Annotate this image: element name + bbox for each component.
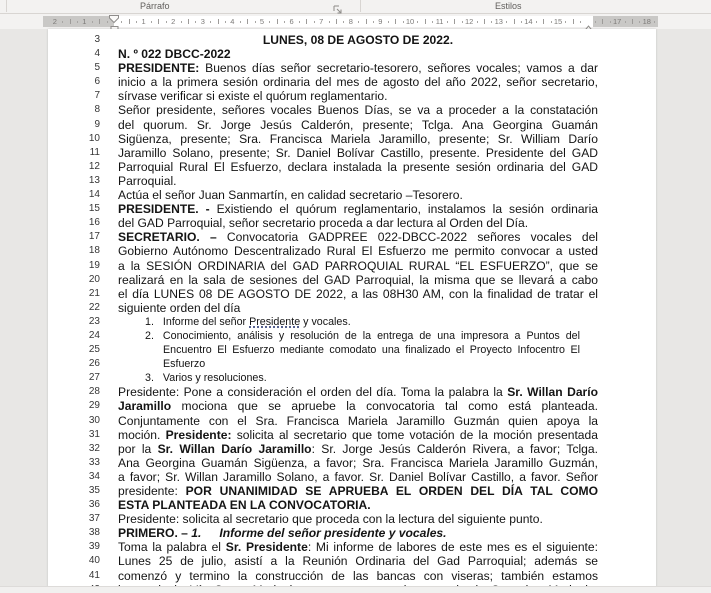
line-number: 13	[88, 174, 100, 186]
line-number: 10	[88, 132, 100, 144]
line-number: 28	[88, 386, 100, 398]
text-line[interactable]: sírvase verificar si existe el quórum reglamentario.	[118, 89, 388, 104]
ruler-number: 3	[200, 17, 205, 26]
line-number: 29	[88, 400, 100, 412]
ruler-half-tick	[277, 19, 278, 24]
document-line	[48, 569, 656, 583]
line-number: 21	[88, 287, 100, 299]
document-line	[48, 512, 656, 526]
text-line[interactable]: PRESIDENTE. - Existiendo el quórum reglamentario, instalamos la sesión ordinaria	[118, 202, 598, 217]
text-line[interactable]: Toma la palabra el Sr. Presidente: Mi informe de labores de este mes es el siguiente:	[118, 540, 598, 555]
ruler-number: 18	[642, 17, 651, 26]
ruler-number: 15	[553, 17, 563, 26]
line-number: 24	[88, 329, 100, 341]
line-number: 22	[88, 301, 100, 313]
text-line[interactable]: moción. Presidente: solicita al secretario que tome votación de la moción presentada	[118, 427, 598, 442]
document-line	[48, 188, 656, 202]
ruler-number: 1	[141, 17, 146, 26]
status-bar-edge	[0, 586, 711, 593]
document-line	[48, 329, 656, 343]
ruler-quarter-tick	[92, 21, 93, 23]
ruler-quarter-tick	[225, 21, 226, 23]
ruler-number: 13	[494, 17, 503, 26]
ruler-quarter-tick	[388, 21, 389, 23]
ruler-half-tick	[70, 19, 71, 24]
ruler-number: 14	[524, 17, 533, 26]
ruler-half-tick	[395, 19, 396, 24]
document-line	[48, 287, 656, 301]
line-number: 3	[94, 34, 100, 45]
ruler-number: 4	[230, 17, 235, 26]
line-number: 38	[88, 527, 100, 539]
ruler-number: 8	[348, 17, 353, 26]
text-line[interactable]: del GAD Parroquial, señor secretario proceda a dar lectura al Orden del Día.	[118, 216, 529, 231]
ruler-number: 6	[289, 17, 294, 26]
line-number: 40	[88, 555, 100, 567]
text-line[interactable]: el día LUNES 08 DE AGOSTO DE 2022, a las 08H30 AM, con la finalidad de tratar el	[118, 286, 598, 301]
document-page	[48, 29, 656, 593]
document-line	[48, 428, 656, 442]
document-line	[48, 118, 656, 132]
ruler-half-tick	[247, 19, 248, 24]
ruler-quarter-tick	[181, 21, 182, 23]
ruler-quarter-tick	[654, 21, 655, 23]
text-line[interactable]: PRIMERO. – 1. Informe del señor presidente y vocales.	[118, 526, 447, 541]
text-line[interactable]: a favor; Sr. Willan Jaramillo Solano, a favor. Sr. Daniel Bolívar Castillo, a favor. Señor	[118, 469, 598, 484]
ruler-half-tick	[129, 19, 130, 24]
document-line	[48, 132, 656, 146]
styles-group-label: Estilos	[495, 1, 522, 11]
ruler-quarter-tick	[595, 21, 596, 23]
ruler-quarter-tick	[417, 21, 418, 23]
line-number: 34	[88, 470, 100, 482]
document-line	[48, 540, 656, 554]
ruler-number: 2	[52, 17, 57, 26]
ruler-quarter-tick	[284, 21, 285, 23]
text-line[interactable]: Sigüenza, presente; Sra. Francisca Mariela Jaramillo, presente; Sr. William Darío	[118, 131, 598, 146]
text-line[interactable]: 1. Informe del señor Presidente y vocales.	[145, 315, 351, 328]
ruler-area	[0, 14, 711, 29]
ruler-quarter-tick	[506, 21, 507, 23]
text-line[interactable]: ESTA PLANTEADA EN LA CONVOCATORIA.	[118, 498, 371, 513]
ruler-half-tick	[218, 19, 219, 24]
ruler-quarter-tick	[462, 21, 463, 23]
ruler-quarter-tick	[299, 21, 300, 23]
document-line	[48, 498, 656, 512]
line-number: 5	[94, 62, 100, 74]
ruler-half-tick	[543, 19, 544, 24]
line-number: 11	[89, 146, 100, 158]
text-line[interactable]: Gobierno Autónomo Descentralizado Rural El Esfuerzo me permito convocar a usted	[118, 244, 598, 259]
document-line	[48, 61, 656, 75]
ruler-half-tick	[336, 19, 337, 24]
text-line[interactable]: N. º 022 DBCC-2022	[118, 47, 231, 62]
document-line	[48, 399, 656, 413]
ruler-quarter-tick	[136, 21, 137, 23]
ruler-quarter-tick	[536, 21, 537, 23]
ruler-half-tick	[454, 19, 455, 24]
line-number: 9	[94, 118, 100, 130]
text-line[interactable]: Lunes 25 de julio, asistí a la Reunión Ordinaria del Gad Parroquial; además se	[118, 554, 598, 569]
text-line[interactable]: por la Sr. Willan Darío Jaramillo: Sr. Jorge Jesús Calderón Rivera, a favor; Tclga.	[118, 441, 598, 456]
text-line[interactable]: Parroquial.	[118, 173, 177, 188]
ruler-number: 12	[465, 17, 474, 26]
text-line[interactable]: Señor presidente, señores vocales Buenos Días, se va a proceder a la constatación	[118, 103, 598, 118]
document-line	[48, 371, 656, 385]
document-line	[48, 202, 656, 216]
ruler-quarter-tick	[62, 21, 63, 23]
paragraph-dialog-launcher-icon[interactable]	[333, 2, 343, 12]
line-number: 23	[88, 315, 100, 327]
group-divider	[6, 0, 7, 12]
document-line	[48, 470, 656, 484]
text-line[interactable]: inicio a la primera sesión ordinaria del mes de agosto del año 2022, señor secretario,	[118, 75, 598, 90]
document-line	[48, 385, 656, 399]
ruler-quarter-tick	[447, 21, 448, 23]
document-line	[48, 301, 656, 315]
ruler-quarter-tick	[210, 21, 211, 23]
document-line	[48, 160, 656, 174]
ruler-quarter-tick	[610, 21, 611, 23]
ruler-quarter-tick	[565, 21, 566, 23]
line-number: 27	[88, 372, 100, 384]
ruler-quarter-tick	[240, 21, 241, 23]
line-number: 36	[88, 499, 100, 511]
ruler-number: 17	[613, 17, 622, 26]
line-number: 30	[88, 414, 100, 426]
document-line	[48, 216, 656, 230]
ruler-quarter-tick	[151, 21, 152, 23]
spellcheck-underlined-word: Presidente	[249, 315, 301, 328]
line-number: 41	[88, 569, 100, 581]
text-line[interactable]: Ana Georgina Guamán Sigüenza, a favor; Sra. Francisca Mariela Jaramillo Guzmán,	[118, 455, 598, 470]
text-line[interactable]: siguiente orden del día	[118, 300, 241, 315]
document-line	[48, 442, 656, 456]
ruler-quarter-tick	[314, 21, 315, 23]
text-line[interactable]: Jaramillo mociona que se apruebe la convocatoria tal como está planteada.	[118, 399, 598, 414]
document-line	[48, 103, 656, 117]
document-line	[48, 174, 656, 188]
document-line	[48, 343, 656, 357]
ruler-half-tick	[158, 19, 159, 24]
document-area	[0, 29, 711, 593]
document-line	[48, 526, 656, 540]
ruler-half-tick	[306, 19, 307, 24]
text-line[interactable]: Jaramillo Solano, presente; Sr. Daniel Bolívar Castillo, presente. Presidente del GAD	[118, 145, 598, 160]
text-line[interactable]: Encuentro El Esfuerzo mediante comodato una finalizado el Proyecto Infocentro El	[163, 344, 580, 357]
text-line[interactable]: Actúa el señor Juan Sanmartín, en calidad secretario –Tesorero.	[118, 188, 463, 203]
ruler-number: 7	[319, 17, 324, 26]
document-line	[48, 47, 656, 61]
text-line[interactable]: LUNES, 08 DE AGOSTO DE 2022.	[262, 33, 454, 47]
ruler-quarter-tick	[373, 21, 374, 23]
document-line	[48, 146, 656, 160]
line-number: 35	[88, 485, 100, 496]
ruler-quarter-tick	[195, 21, 196, 23]
ruler-number: 10	[405, 17, 415, 26]
document-line	[48, 244, 656, 258]
document-line	[48, 33, 656, 47]
ruler-quarter-tick	[403, 21, 404, 23]
ruler-quarter-tick	[477, 21, 478, 23]
line-number: 17	[88, 231, 100, 243]
group-divider	[360, 0, 361, 12]
ruler-half-tick	[99, 19, 100, 24]
document-line	[48, 315, 656, 329]
paragraph-group-label: Párrafo	[140, 1, 170, 11]
text-line[interactable]: 2. Conocimiento, análisis y resolución de la entrega de una impresora a Puntos del	[145, 329, 580, 342]
ruler-number: 11	[435, 17, 444, 26]
ruler-half-tick	[602, 19, 603, 24]
document-line	[48, 414, 656, 428]
text-line[interactable]: Conjuntamente con el Sra. Francisca Mariela Jaramillo Guzmán quien apoya la	[118, 413, 598, 428]
line-number: 16	[88, 217, 100, 229]
text-line[interactable]: presidente: POR UNANIMIDAD SE APRUEBA EL ORDEN DEL DÍA TAL COMO	[118, 484, 598, 498]
line-number: 12	[88, 160, 100, 172]
ruler-number: 1	[82, 17, 87, 26]
document-line	[48, 484, 656, 498]
ruler-quarter-tick	[551, 21, 552, 23]
ruler-quarter-tick	[432, 21, 433, 23]
document-line	[48, 357, 656, 371]
document-lines	[48, 33, 656, 593]
ruler-quarter-tick	[625, 21, 626, 23]
ruler-quarter-tick	[580, 21, 581, 23]
text-line[interactable]: PRESIDENTE: Buenos días señor secretario-tesorero, señores vocales; vamos a dar	[118, 61, 598, 76]
line-number: 26	[88, 358, 100, 370]
ruler-half-tick	[573, 19, 574, 24]
line-number: 18	[88, 245, 100, 257]
ruler-quarter-tick	[77, 21, 78, 23]
line-number: 7	[94, 90, 100, 102]
line-number: 31	[88, 428, 100, 440]
ruler-quarter-tick	[269, 21, 270, 23]
document-line	[48, 554, 656, 568]
line-number: 39	[88, 541, 100, 553]
line-number: 20	[88, 273, 100, 285]
ruler-half-tick	[484, 19, 485, 24]
document-line	[48, 259, 656, 273]
text-line[interactable]: Esfuerzo	[163, 358, 206, 371]
document-line	[48, 230, 656, 244]
horizontal-ruler	[43, 16, 658, 27]
ruler-half-tick	[632, 19, 633, 24]
ruler-quarter-tick	[491, 21, 492, 23]
document-line	[48, 75, 656, 89]
ruler-number: 5	[259, 17, 265, 26]
line-number: 19	[88, 259, 100, 271]
ruler-half-tick	[514, 19, 515, 24]
ruler-quarter-tick	[521, 21, 522, 23]
text-line[interactable]: realizará en la sala de sesiones del GAD Parroquial, la misma que se llevará a cabo	[118, 272, 598, 287]
line-number: 8	[94, 104, 100, 116]
line-number: 15	[88, 203, 100, 215]
text-line[interactable]: Presidente: solicita al secretario que proceda con la lectura del siguiente punto.	[118, 512, 543, 527]
line-number: 6	[94, 76, 100, 88]
line-number: 32	[88, 442, 100, 454]
line-number: 33	[88, 456, 100, 468]
text-line[interactable]: Presidente: Pone a consideración el orden del día. Toma la palabra la Sr. Willan Darío	[118, 385, 598, 400]
ruler-number: 2	[171, 17, 176, 26]
document-line	[48, 456, 656, 470]
line-number: 4	[94, 48, 100, 60]
ruler-half-tick	[366, 19, 367, 24]
line-number: 14	[88, 189, 100, 201]
ribbon-group-strip	[0, 0, 711, 14]
line-number: 37	[88, 513, 100, 525]
ruler-half-tick	[188, 19, 189, 24]
ruler-number: 9	[378, 17, 383, 26]
ruler-quarter-tick	[358, 21, 359, 23]
document-line	[48, 89, 656, 103]
ruler-quarter-tick	[107, 21, 108, 23]
ruler-quarter-tick	[166, 21, 167, 23]
ruler-quarter-tick	[255, 21, 256, 23]
line-number: 25	[88, 344, 100, 356]
ruler-quarter-tick	[639, 21, 640, 23]
text-line[interactable]: Parroquial Rural El Esfuerzo, declara instalada la presente sesión ordinaria del GAD	[118, 159, 598, 174]
text-line[interactable]: comenzó y termino la construcción de las bancas con viseras; también estamos	[118, 568, 598, 583]
text-line[interactable]: del quorum. Sr. Jorge Jesús Calderón, presente; Tclga. Ana Georgina Guamán	[118, 117, 598, 132]
text-line[interactable]: SECRETARIO. – Convocatoria GADPREE 022-DBCC-2022 señores vocales del	[118, 230, 598, 245]
ruler-quarter-tick	[343, 21, 344, 23]
text-line[interactable]: 3. Varios y resoluciones.	[145, 372, 267, 385]
document-line	[48, 273, 656, 287]
ruler-half-tick	[425, 19, 426, 24]
ruler-quarter-tick	[121, 21, 122, 23]
text-line[interactable]: a la SESIÓN ORDINARIA del GAD PARROQUIAL RURAL “EL ESFUERZO”, que se	[118, 258, 598, 273]
ruler-quarter-tick	[329, 21, 330, 23]
